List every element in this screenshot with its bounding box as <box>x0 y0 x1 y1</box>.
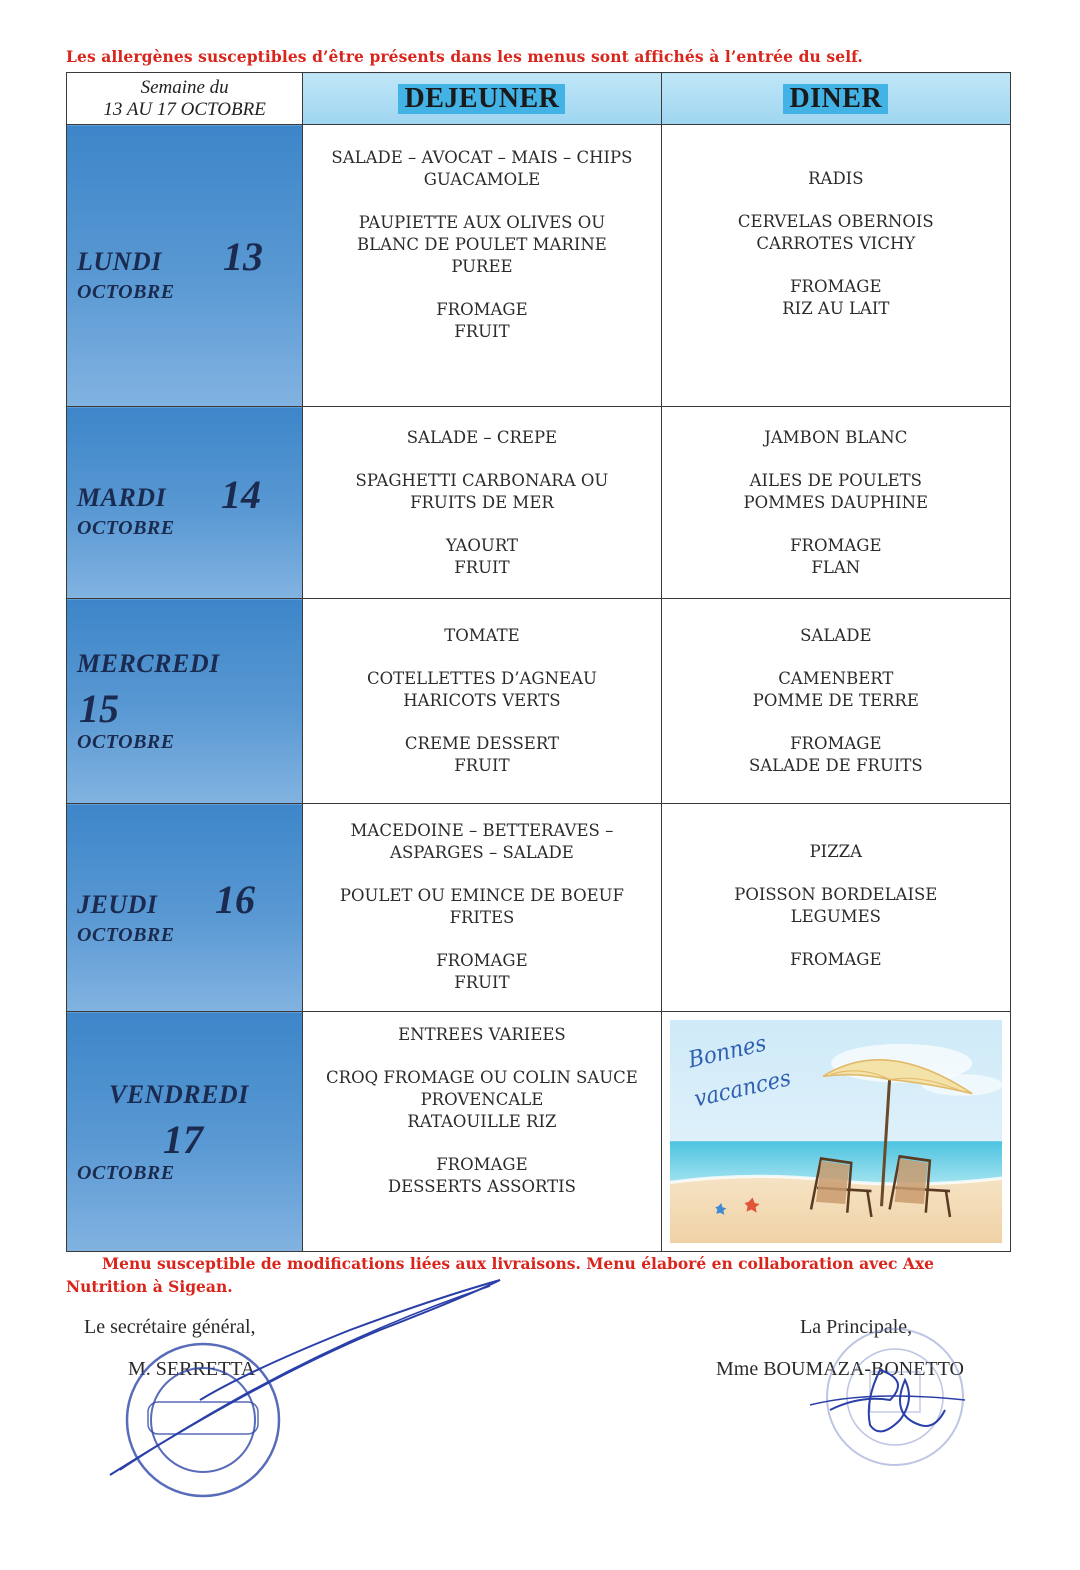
meal-item: BLANC DE POULET MARINE <box>357 235 607 254</box>
meal-item: FROMAGE <box>790 277 882 296</box>
meal-item: DESSERTS ASSORTIS <box>387 1177 576 1196</box>
meal-item: POISSON BORDELAISE <box>734 885 938 904</box>
week-range: 13 AU 17 OCTOBRE <box>103 98 266 120</box>
meal-item: CREME DESSERT <box>404 734 559 753</box>
meal-item: CARROTES VICHY <box>756 234 916 253</box>
meal-item: RIZ AU LAIT <box>782 299 890 318</box>
meal-item: HARICOTS VERTS <box>403 691 561 710</box>
meal-item: AILES DE POULETS <box>749 471 922 490</box>
vacances-text: vacances <box>692 1065 793 1113</box>
meal-item: COTELLETTES D’AGNEAU <box>366 669 597 688</box>
meal-item: FROMAGE <box>790 536 882 555</box>
meal-item: POMMES DAUPHINE <box>743 493 929 512</box>
meal-item: PROVENCALE <box>420 1090 544 1109</box>
meal-item: SPAGHETTI CARBONARA OU <box>355 471 609 490</box>
bonnes-text: Bonnes <box>685 1030 769 1074</box>
meal-item: JAMBON BLANC <box>764 428 908 447</box>
meal-item: POMME DE TERRE <box>752 691 919 710</box>
day-name: MERCREDI <box>77 649 220 678</box>
day-month: OCTOBRE <box>77 924 175 946</box>
lunch-title: DEJEUNER <box>398 84 565 114</box>
left-signature-stroke <box>110 1280 500 1475</box>
left-signatory-title: Le secrétaire général, <box>84 1316 256 1338</box>
meal-item: FROMAGE <box>436 951 528 970</box>
day-number: 15 <box>79 686 119 731</box>
day-name: LUNDI <box>77 247 162 276</box>
meal-item: SALADE <box>800 626 872 645</box>
meal-item: RATAOUILLE RIZ <box>407 1112 557 1131</box>
meal-item: FRITES <box>449 908 515 927</box>
meal-item: PIZZA <box>809 842 863 861</box>
day-number: 16 <box>215 877 255 922</box>
meal-item: FLAN <box>811 558 861 577</box>
meal-item: YAOURT <box>445 536 518 555</box>
meal-item: FROMAGE <box>436 300 528 319</box>
day-name: VENDREDI <box>109 1080 249 1109</box>
meal-item: FRUITS DE MER <box>410 493 554 512</box>
dinner-title: DINER <box>783 84 888 114</box>
right-signatory-name: Mme BOUMAZA-BONETTO <box>716 1358 964 1380</box>
day-number: 14 <box>221 472 261 517</box>
right-signatory-title: La Principale, <box>800 1316 913 1338</box>
day-month: OCTOBRE <box>77 1162 175 1184</box>
meal-item: SALADE – AVOCAT – MAIS – CHIPS <box>331 148 633 167</box>
meal-item: FROMAGE <box>790 734 882 753</box>
meal-item: TOMATE <box>444 626 520 645</box>
meal-item: SALADE DE FRUITS <box>748 756 923 775</box>
meal-item: POULET OU EMINCE DE BOEUF <box>339 886 625 905</box>
meal-item: CERVELAS OBERNOIS <box>737 212 934 231</box>
meal-item: FROMAGE <box>790 950 882 969</box>
day-month: OCTOBRE <box>77 281 175 303</box>
meal-item: SALADE – CREPE <box>406 428 558 447</box>
day-month: OCTOBRE <box>77 731 175 753</box>
day-number: 17 <box>163 1117 203 1162</box>
meal-item: ASPARGES – SALADE <box>390 843 574 862</box>
meal-item: CAMENBERT <box>778 669 894 688</box>
menu-disclaimer: Menu susceptible de modifications liées aux livraisons. Menu élaboré en collaboration avec Axe Nutrition à Sigean. <box>66 1254 935 1296</box>
meal-item: PAUPIETTE AUX OLIVES OU <box>358 213 606 232</box>
meal-item: GUACAMOLE <box>423 170 541 189</box>
left-signatory-name: M. SERRETTA <box>128 1358 256 1380</box>
meal-item: FROMAGE <box>436 1155 528 1174</box>
day-number: 13 <box>223 234 263 279</box>
meal-item: CROQ FROMAGE OU COLIN SAUCE <box>326 1068 638 1087</box>
meal-item: FRUIT <box>454 322 510 341</box>
meal-item: RADIS <box>808 169 864 188</box>
meal-item: FRUIT <box>454 558 510 577</box>
week-label: Semaine du <box>140 76 229 98</box>
left-signature-stroke-2 <box>120 1286 490 1470</box>
meal-item: MACEDOINE – BETTERAVES – <box>350 821 614 840</box>
allergens-notice: Les allergènes susceptibles d’être présents dans les menus sont affichés à l’entrée du self. <box>66 47 863 66</box>
day-month: OCTOBRE <box>77 517 175 539</box>
meal-item: FRUIT <box>454 756 510 775</box>
meal-item: LEGUMES <box>790 907 881 926</box>
right-signature-stroke <box>830 1370 945 1431</box>
meal-item: ENTREES VARIEES <box>398 1025 566 1044</box>
day-name: JEUDI <box>77 890 158 919</box>
day-name: MARDI <box>77 483 167 512</box>
meal-item: PUREE <box>451 257 513 276</box>
meal-item: FRUIT <box>454 973 510 992</box>
